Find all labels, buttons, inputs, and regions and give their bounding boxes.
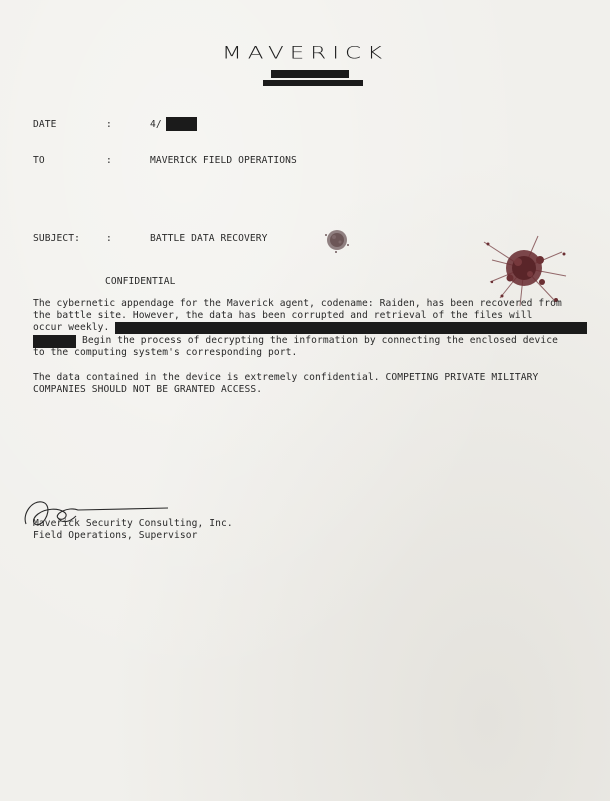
redaction-bar-body-1 xyxy=(115,322,587,334)
subject-value: BATTLE DATA RECOVERY xyxy=(150,233,268,244)
signature-title: Field Operations, Supervisor xyxy=(33,530,198,541)
to-label: TO xyxy=(33,155,45,166)
date-label: DATE xyxy=(33,119,57,130)
body-line: occur weekly. xyxy=(33,322,110,333)
body-line: to the computing system's corresponding port. xyxy=(33,347,298,358)
letterhead-logo: MAVERICK xyxy=(221,44,389,63)
date-value: 4/ xyxy=(150,119,162,130)
redaction-bar-logo-lower xyxy=(263,80,363,86)
date-separator: : xyxy=(106,119,112,130)
to-value: MAVERICK FIELD OPERATIONS xyxy=(150,155,297,166)
redaction-bar-logo-upper xyxy=(271,70,349,78)
redaction-bar-date xyxy=(166,117,197,131)
body-line: COMPANIES SHOULD NOT BE GRANTED ACCESS. xyxy=(33,384,263,395)
ink-stain-small xyxy=(322,225,352,255)
subject-label: SUBJECT: xyxy=(33,233,81,244)
to-separator: : xyxy=(106,155,112,166)
body-line: The data contained in the device is extremely confidential. COMPETING PRIVATE MILITARY xyxy=(33,372,539,383)
signature-company: Maverick Security Consulting, Inc. xyxy=(33,518,233,529)
body-line: Begin the process of decrypting the information by connecting the enclosed device xyxy=(82,335,558,346)
classification-label: CONFIDENTIAL xyxy=(105,276,176,287)
subject-separator: : xyxy=(106,233,112,244)
body-line: the battle site. However, the data has been corrupted and retrieval of the files will xyxy=(33,310,533,321)
body-line: The cybernetic appendage for the Maverick agent, codename: Raiden, has been recovered from xyxy=(33,298,562,309)
